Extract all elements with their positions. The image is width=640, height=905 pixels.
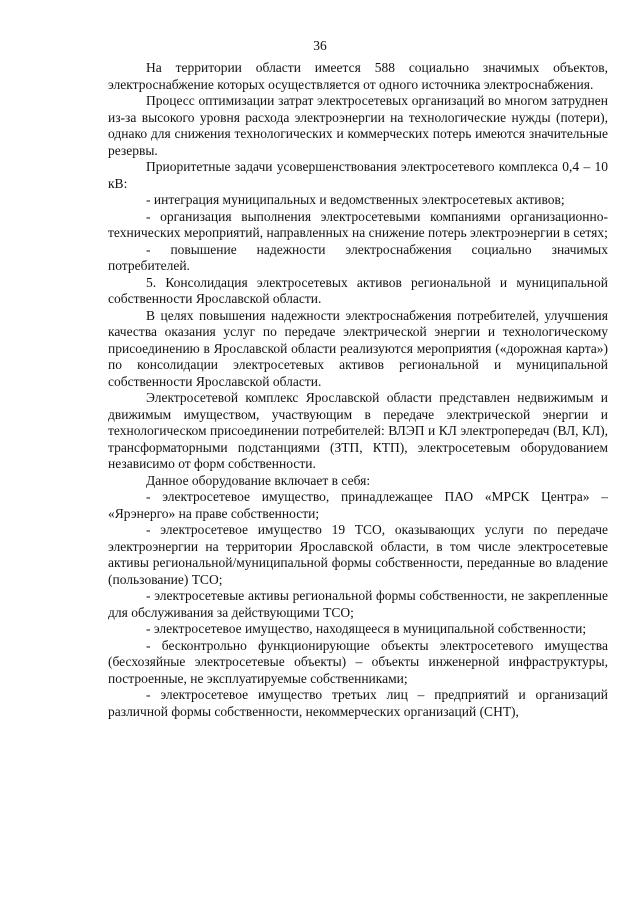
- paragraph: На территории области имеется 588 социально значимых объектов, электроснабжение которых осуществляется от одного источника электроснабжения.: [108, 60, 608, 92]
- list-item: - организация выполнения электросетевыми компаниями организационно-технических мероприятий, направленных на снижение потерь электроэнергии в сетях;: [108, 208, 608, 240]
- paragraph: Данное оборудование включает в себя:: [146, 472, 371, 488]
- section-heading: 5. Консолидация электросетевых активов региональной и муниципальной собственности Ярославской области.: [108, 274, 608, 306]
- list-item: - интеграция муниципальных и ведомственных электросетевых активов;: [146, 192, 565, 207]
- document-body: [108, 60, 608, 720]
- list-item: - электросетевое имущество, находящееся в муниципальной собственности;: [146, 621, 587, 636]
- list-item: - электросетевое имущество третьих лиц – предприятий и организаций различной формы собственности, некоммерческих организаций (СНТ),: [108, 687, 608, 719]
- paragraph: В целях повышения надежности электроснабжения потребителей, улучшения качества оказания услуг по передаче электрической энергии и технологическому присоединению в Ярославской области реализуются мероприятия («дорожная карта») по консолидации электросетевых активов региональной и муниципальной собственности Ярославской области.: [108, 307, 608, 389]
- paragraph: Процесс оптимизации затрат электросетевых организаций во многом затруднен из-за высокого уровня расхода электроэнергии на технологические нужды (потери), однако для снижения технологических и коммерческих потерь имеются значительные резервы.: [108, 93, 608, 158]
- list-item: - бесконтрольно функционирующие объекты электросетевого имущества (бесхозяйные электросетевые объекты) – объекты инженерной инфраструктуры, построенные, не эксплуатируемые собственниками;: [108, 637, 608, 686]
- list-item: - электросетевые активы региональной формы собственности, не закрепленные для обслуживания за действующими ТСО;: [108, 588, 608, 620]
- paragraph: Электросетевой комплекс Ярославской области представлен недвижимым и движимым имуществом, участвующим в передаче электрической энергии и технологическом присоединении потребителей: ВЛЭП и КЛ электропередач (ВЛ, КЛ), трансформаторными подстанциями (ЗТП, КТП), электросетевым оборудованием независимо от форм собственности.: [108, 390, 608, 471]
- page-number: 36: [313, 38, 327, 53]
- list-item: - электросетевое имущество 19 ТСО, оказывающих услуги по передаче электроэнергии на территории Ярославской области, в том числе электросетевые активы региональной/муниципальной формы собственности, переданные во владение (пользование) ТСО;: [108, 522, 608, 587]
- list-item: - электросетевое имущество, принадлежащее ПАО «МРСК Центра» – «Ярэнерго» на праве собственности;: [108, 489, 608, 521]
- list-item: - повышение надежности электроснабжения социально значимых потребителей.: [108, 241, 608, 273]
- paragraph: Приоритетные задачи усовершенствования электросетевого комплекса 0,4 – 10 кВ:: [108, 159, 608, 191]
